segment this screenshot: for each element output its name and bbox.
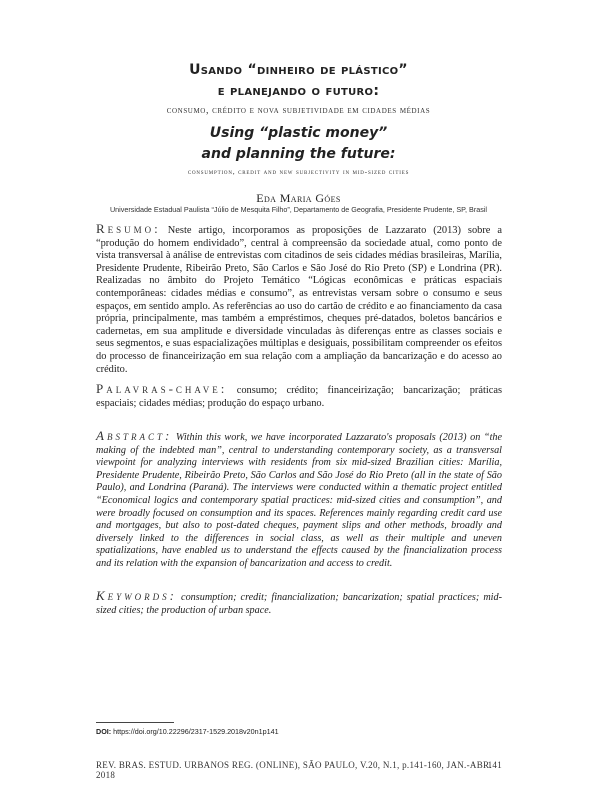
author-name: Eda Maria Góes — [256, 191, 341, 205]
abstract-pt — [96, 223, 502, 376]
subtitle-en: consumption, credit and new subjectivity in mid-sized cities — [187, 167, 410, 176]
keywords-pt-label: Palavras-chave: — [96, 381, 228, 396]
abstract-en-label: Abstract: — [96, 428, 173, 443]
abstract-en-text: Within this work, we have incorporated Lazzarato's proposals (2013) on “the making of the indebted man”, central to understanding contemporary society, as a transversal viewpoint for analyzing interviews with residents from six mid-sized Brazilian cities: Marília, Presidente Prudente, Ribeirão Preto, São Carlos and São José do Rio Preto (all in the state of São Paulo), and Londrina (Paraná). The interviews were conducted within a thematic project entitled “Economical logics and contemporary spatial practices: mid-sized cities and consumption”, and were broadly focused on consumption and its spaces. References mainly regarding credit card use and mortgages, but also to post-dated cheques, payment slips and other methods, broadly and diversely linked to the differences in social class, as well as their multiple and uneven spatializations, have enabled us to understand the effects caused by the financialization process and its relation with the expansion of bancarization and access to credit. — [96, 432, 503, 569]
abstract-pt-label: Resumo: — [96, 221, 161, 236]
keywords-pt-text: consumo; crédito; financeirização; bancarização; práticas espaciais; cidades médias; produção do espaço urbano. — [96, 385, 502, 409]
abstract-pt-text: Neste artigo, incorporamos as proposições de Lazzarato (2013) sobre a “produção do homem endividado”, central à compreensão da sociedade atual, como ponto de vista transversal à análise de entrevistas com citadinos de seis cidades médias brasileiras, Marília, Presidente Prudente, Ribeirão Preto, São Carlos e São José do Rio Preto (SP) e Londrina (PR). Realizadas no âmbito do Projeto Temático “Lógicas econômicas e práticas espaciais contemporâneas: cidades médias e consumo”, as entrevistas versam sobre o consumo e seus espaços, em sentido amplo. As referências ao uso do cartão de crédito e ao financiamento da casa própria, principalmente, mas também a empréstimos, cheques pré-datados, boletos bancários e cadernetas, em sua amplitude e diversidade vinculadas às diferenças entre as classes sociais e seus segmentos, e suas espacializações múltiplas e desiguais, possibilitam compreender os efeitos do processo de financeirização em sua relação com a ampliação da bancarização e do acesso ao crédito. — [96, 225, 502, 375]
footnote-divider — [96, 722, 174, 723]
doi-label: DOI: — [96, 727, 112, 736]
title-en-line-1: Using “plastic money” — [209, 125, 388, 141]
keywords-en-label: Keywords: — [96, 588, 177, 603]
keywords-pt — [96, 383, 502, 410]
abstract-en — [96, 430, 502, 571]
doi-footnote — [96, 727, 279, 736]
subtitle-pt: consumo, crédito e nova subjetividade em cidades médias — [166, 105, 431, 116]
page-number: 141 — [487, 760, 502, 770]
title-pt-line-2: e planejando o futuro: — [217, 83, 380, 99]
title-pt-line-1: Usando “dinheiro de plástico” — [189, 62, 408, 78]
title-en-line-2: and planning the future: — [201, 146, 396, 162]
keywords-en — [96, 590, 502, 617]
journal-citation: REV. BRAS. ESTUD. URBANOS REG. (ONLINE), SÃO PAULO, V.20, N.1, p.141-160, JAN.-ABR. 2018 — [96, 760, 492, 780]
author-affiliation: Universidade Estadual Paulista “Júlio de Mesquita Filho”, Departamento de Geografia, Presidente Prudente, SP, Brasil — [109, 205, 488, 214]
keywords-en-text: consumption; credit; financialization; bancarization; spatial practices; mid-sized cities; the production of urban space. — [96, 592, 502, 616]
doi-link[interactable]: https://doi.org/10.22296/2317-1529.2018v20n1p141 — [113, 727, 279, 736]
page-footer — [96, 760, 502, 780]
